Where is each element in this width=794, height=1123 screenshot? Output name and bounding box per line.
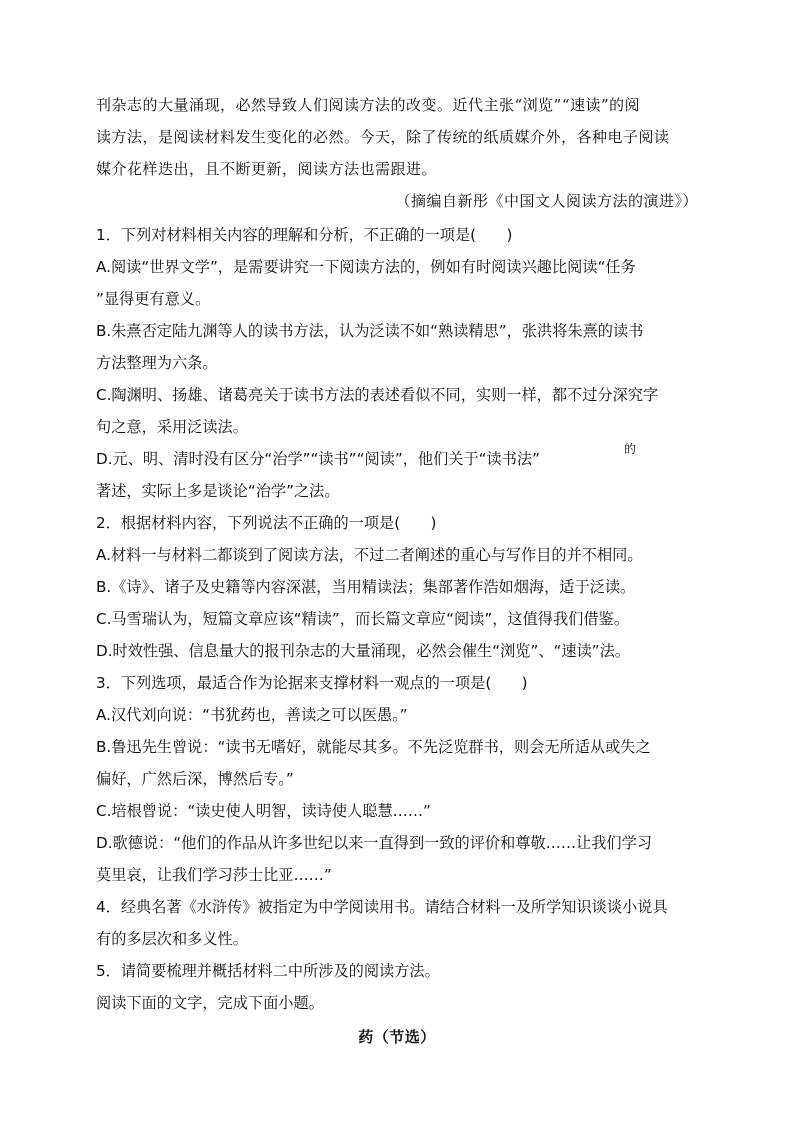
q4-line-1: 4．经典名著《水浒传》被指定为中学阅读用书。请结合材料一及所学知识谈谈小说具	[96, 898, 668, 916]
passage-line-3: 媒介花样迭出，且不断更新，阅读方法也需跟进。	[96, 160, 438, 178]
q3-option-b-line1: B.鲁迅先生曾说：“读书无嗜好，就能尽其多。不先泛览群书，则会无所适从或失之	[96, 738, 651, 756]
q2-option-c: C.马雪瑞认为，短篇文章应该“精读”，而长篇文章应“阅读”，这值得我们借鉴。	[96, 610, 629, 628]
q3-stem: 3．下列选项，最适合作为论据来支撑材料一观点的一项是( )	[96, 674, 528, 692]
q3-option-d-line1: D.歌德说：“他们的作品从许多世纪以来一直得到一致的评价和尊敬……让我们学习	[96, 834, 652, 852]
q2-stem: 2．根据材料内容，下列说法不正确的一项是( )	[96, 514, 437, 532]
question-5: 5．请简要梳理并概括材料二中所涉及的阅读方法。	[96, 962, 440, 980]
source-citation: （摘编自新彤《中国文人阅读方法的演进》）	[395, 192, 698, 210]
q1-option-c-line1: C.陶渊明、扬雄、诸葛亮关于读书方法的表述看似不同，实则一样，都不过分深究字	[96, 386, 659, 404]
q1-option-d-line2: 著述，实际上多是谈论“治学”之法。	[96, 482, 340, 500]
q1-option-d-superscript: 的	[624, 442, 637, 456]
q2-option-b: B.《诗》、诸子及史籍等内容深湛，当用精读法；集部著作浩如烟海，适于泛读。	[96, 578, 636, 596]
q2-option-a: A.材料一与材料二都谈到了阅读方法，不过二者阐述的重心与写作目的并不相同。	[96, 546, 643, 564]
q1-stem: 1．下列对材料相关内容的理解和分析，不正确的一项是( )	[96, 226, 513, 244]
q1-option-b-line1: B.朱熹否定陆九渊等人的读书方法，认为泛读不如“熟读精思”，张洪将朱熹的读书	[96, 322, 644, 340]
passage-line-1: 刊杂志的大量涌现，必然导致人们阅读方法的改变。近代主张“浏览”“速读”的阅	[96, 96, 641, 114]
next-passage-title: 药（节选）	[358, 1028, 436, 1046]
q3-option-c: C.培根曾说：“读史使人明智，读诗使人聪慧……”	[96, 802, 431, 820]
q1-option-a-line1: A.阅读“世界文学”，是需要讲究一下阅读方法的，例如有时阅读兴趣比阅读“任务	[96, 258, 636, 276]
q2-option-d: D.时效性强、信息量大的报刊杂志的大量涌现，必然会催生“浏览”、“速读”法。	[96, 642, 630, 660]
q1-option-d-line1: D.元、明、清时没有区分“治学”“读书”“阅读”，他们关于“读书法”	[96, 450, 540, 468]
q4-line-2: 有的多层次和多义性。	[96, 930, 248, 948]
q3-option-b-line2: 偏好，广然后深，博然后专。”	[96, 770, 294, 788]
q1-option-a-line2: ”显得更有意义。	[96, 290, 211, 308]
passage-line-2: 读方法，是阅读材料发生变化的必然。今天，除了传统的纸质媒介外，各种电子阅读	[96, 128, 670, 146]
reading-instruction: 阅读下面的文字，完成下面小题。	[96, 994, 324, 1012]
q3-option-d-line2: 莫里哀，让我们学习莎士比亚……”	[96, 866, 332, 884]
q1-option-b-line2: 方法整理为六条。	[96, 354, 218, 372]
q1-option-c-line2: 句之意，采用泛读法。	[96, 418, 248, 436]
q3-option-a: A.汉代刘向说：“书犹药也，善读之可以医愚。”	[96, 706, 408, 724]
